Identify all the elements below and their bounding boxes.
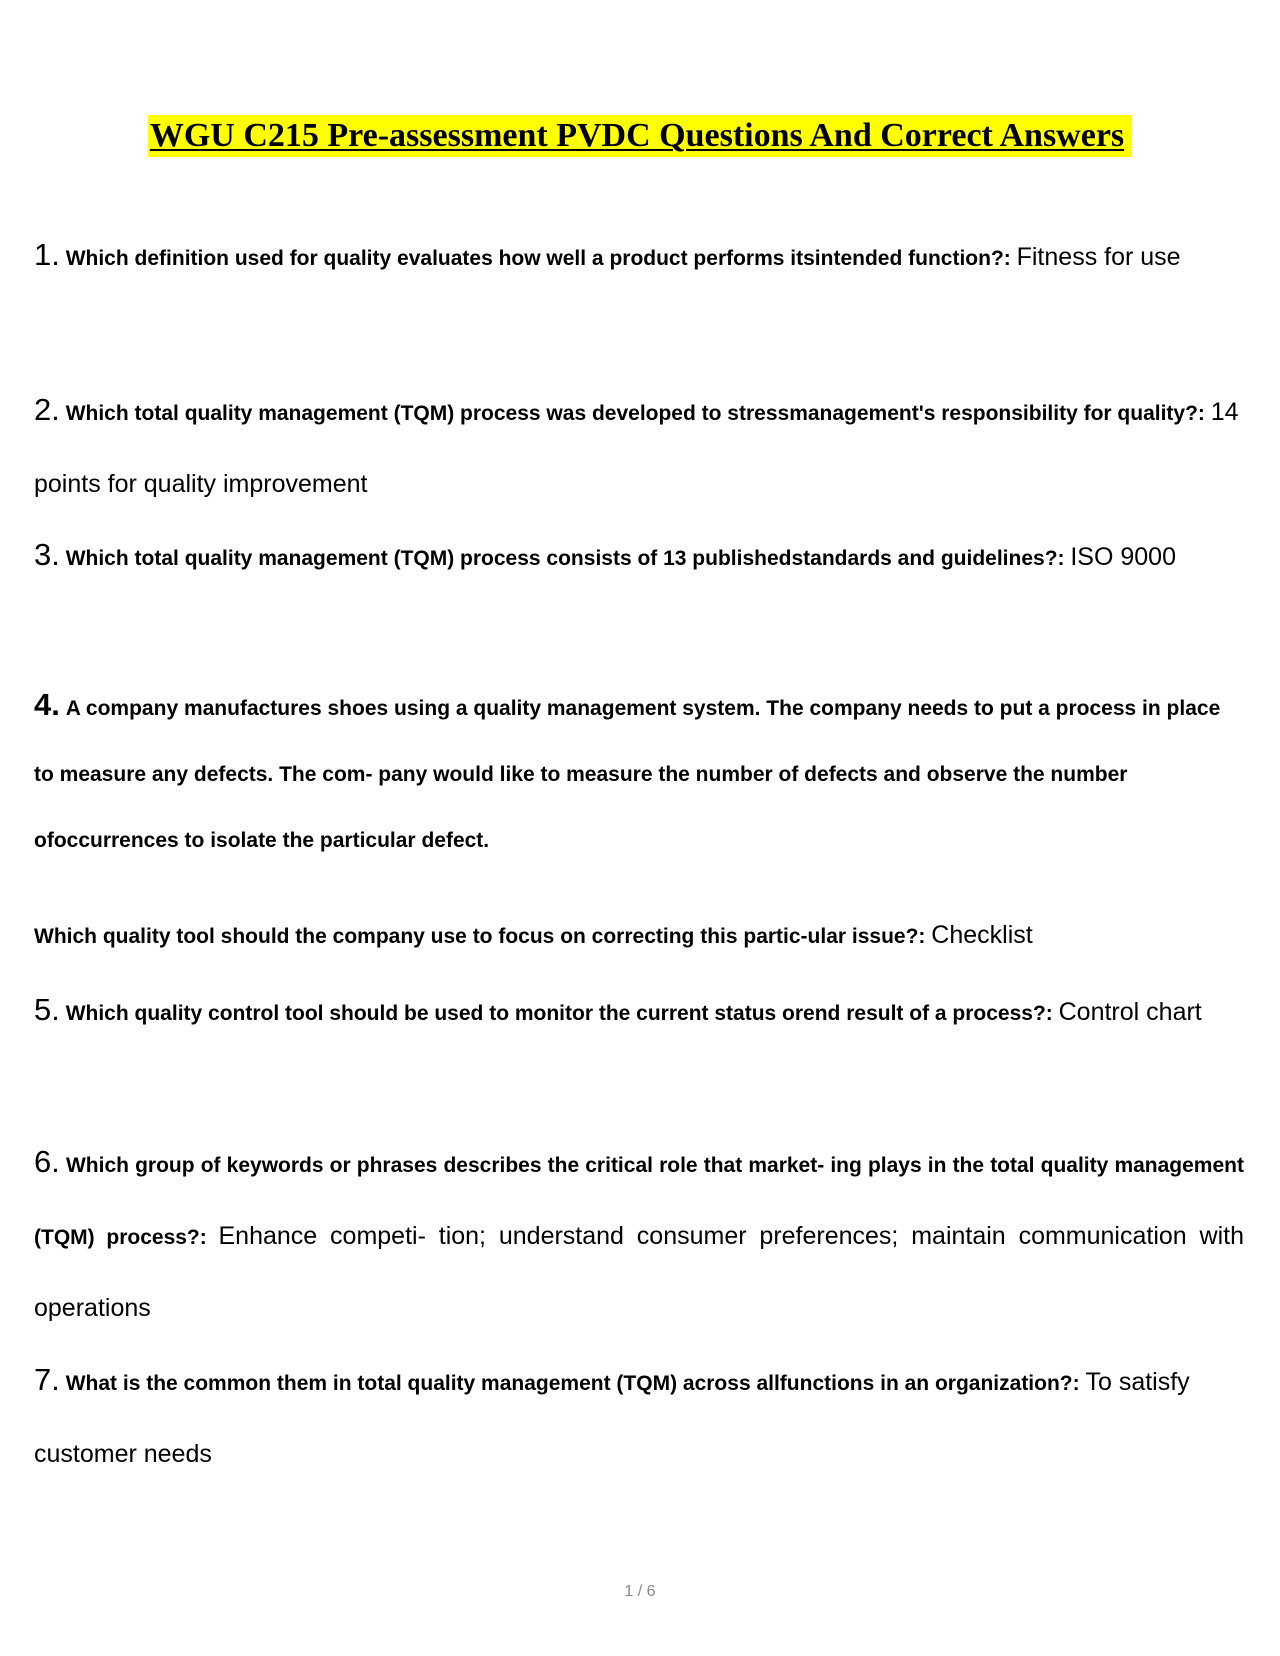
question-text: A company manufactures shoes using a quality management system. The company needs to put a process in place to measure any defects. The com- pany would like to measure the number of defects and observe the number ofoccurrences to isolate the particular defect. — [34, 697, 1221, 852]
qa-item-1 — [34, 220, 1244, 294]
question-number: 2. — [34, 392, 60, 427]
question-number: 4. — [34, 687, 60, 722]
question-text: Which total quality management (TQM) process was developed to stressmanagement's responsibility for quality?: — [65, 402, 1205, 425]
question-text: Which quality control tool should be used to monitor the current status orend result of a process?: — [65, 1002, 1053, 1025]
question-number: 1. — [34, 237, 60, 272]
qa-item-5 — [34, 975, 1244, 1049]
answer-text: Checklist — [931, 921, 1033, 949]
qa-item-3 — [34, 520, 1244, 594]
qa-item-6 — [34, 1127, 1244, 1345]
answer-text: Control chart — [1058, 998, 1202, 1026]
title-container — [0, 115, 1280, 157]
question-text: Which group of keywords or phrases describes the critical role that market- ing plays in the total quality management (TQM) process?: — [34, 1154, 1244, 1249]
page-indicator: 1 / 6 — [624, 1583, 656, 1600]
qa-item-7 — [34, 1345, 1244, 1491]
question-text: Which definition used for quality evaluates how well a product performs itsintended function?: — [65, 247, 1011, 270]
question-text: Which total quality management (TQM) process consists of 13 publishedstandards and guidelines?: — [65, 547, 1065, 570]
answer-text: To satisfy customer needs — [34, 1368, 1190, 1468]
answer-text: Enhance competi- tion; understand consumer preferences; maintain communication with operations — [34, 1222, 1244, 1322]
question-number: 5. — [34, 992, 60, 1027]
qa-item-2 — [34, 375, 1244, 521]
answer-text: ISO 9000 — [1070, 543, 1176, 571]
question-number: 3. — [34, 537, 60, 572]
answer-text: 14 points for quality improvement — [34, 398, 1239, 498]
question-number: 6. — [34, 1144, 60, 1179]
question-text-part2: Which quality tool should the company use to focus on correcting this partic-ular issue?: — [34, 925, 926, 948]
question-text: What is the common them in total quality management (TQM) across allfunctions in an organization?: — [65, 1372, 1080, 1395]
document-title: WGU C215 Pre-assessment PVDC Questions And Correct Answers — [148, 115, 1132, 157]
question-number: 7. — [34, 1362, 60, 1397]
qa-item-4 — [34, 672, 1244, 874]
qa-item-4-part2 — [34, 900, 1244, 972]
answer-text: Fitness for use — [1016, 243, 1181, 271]
